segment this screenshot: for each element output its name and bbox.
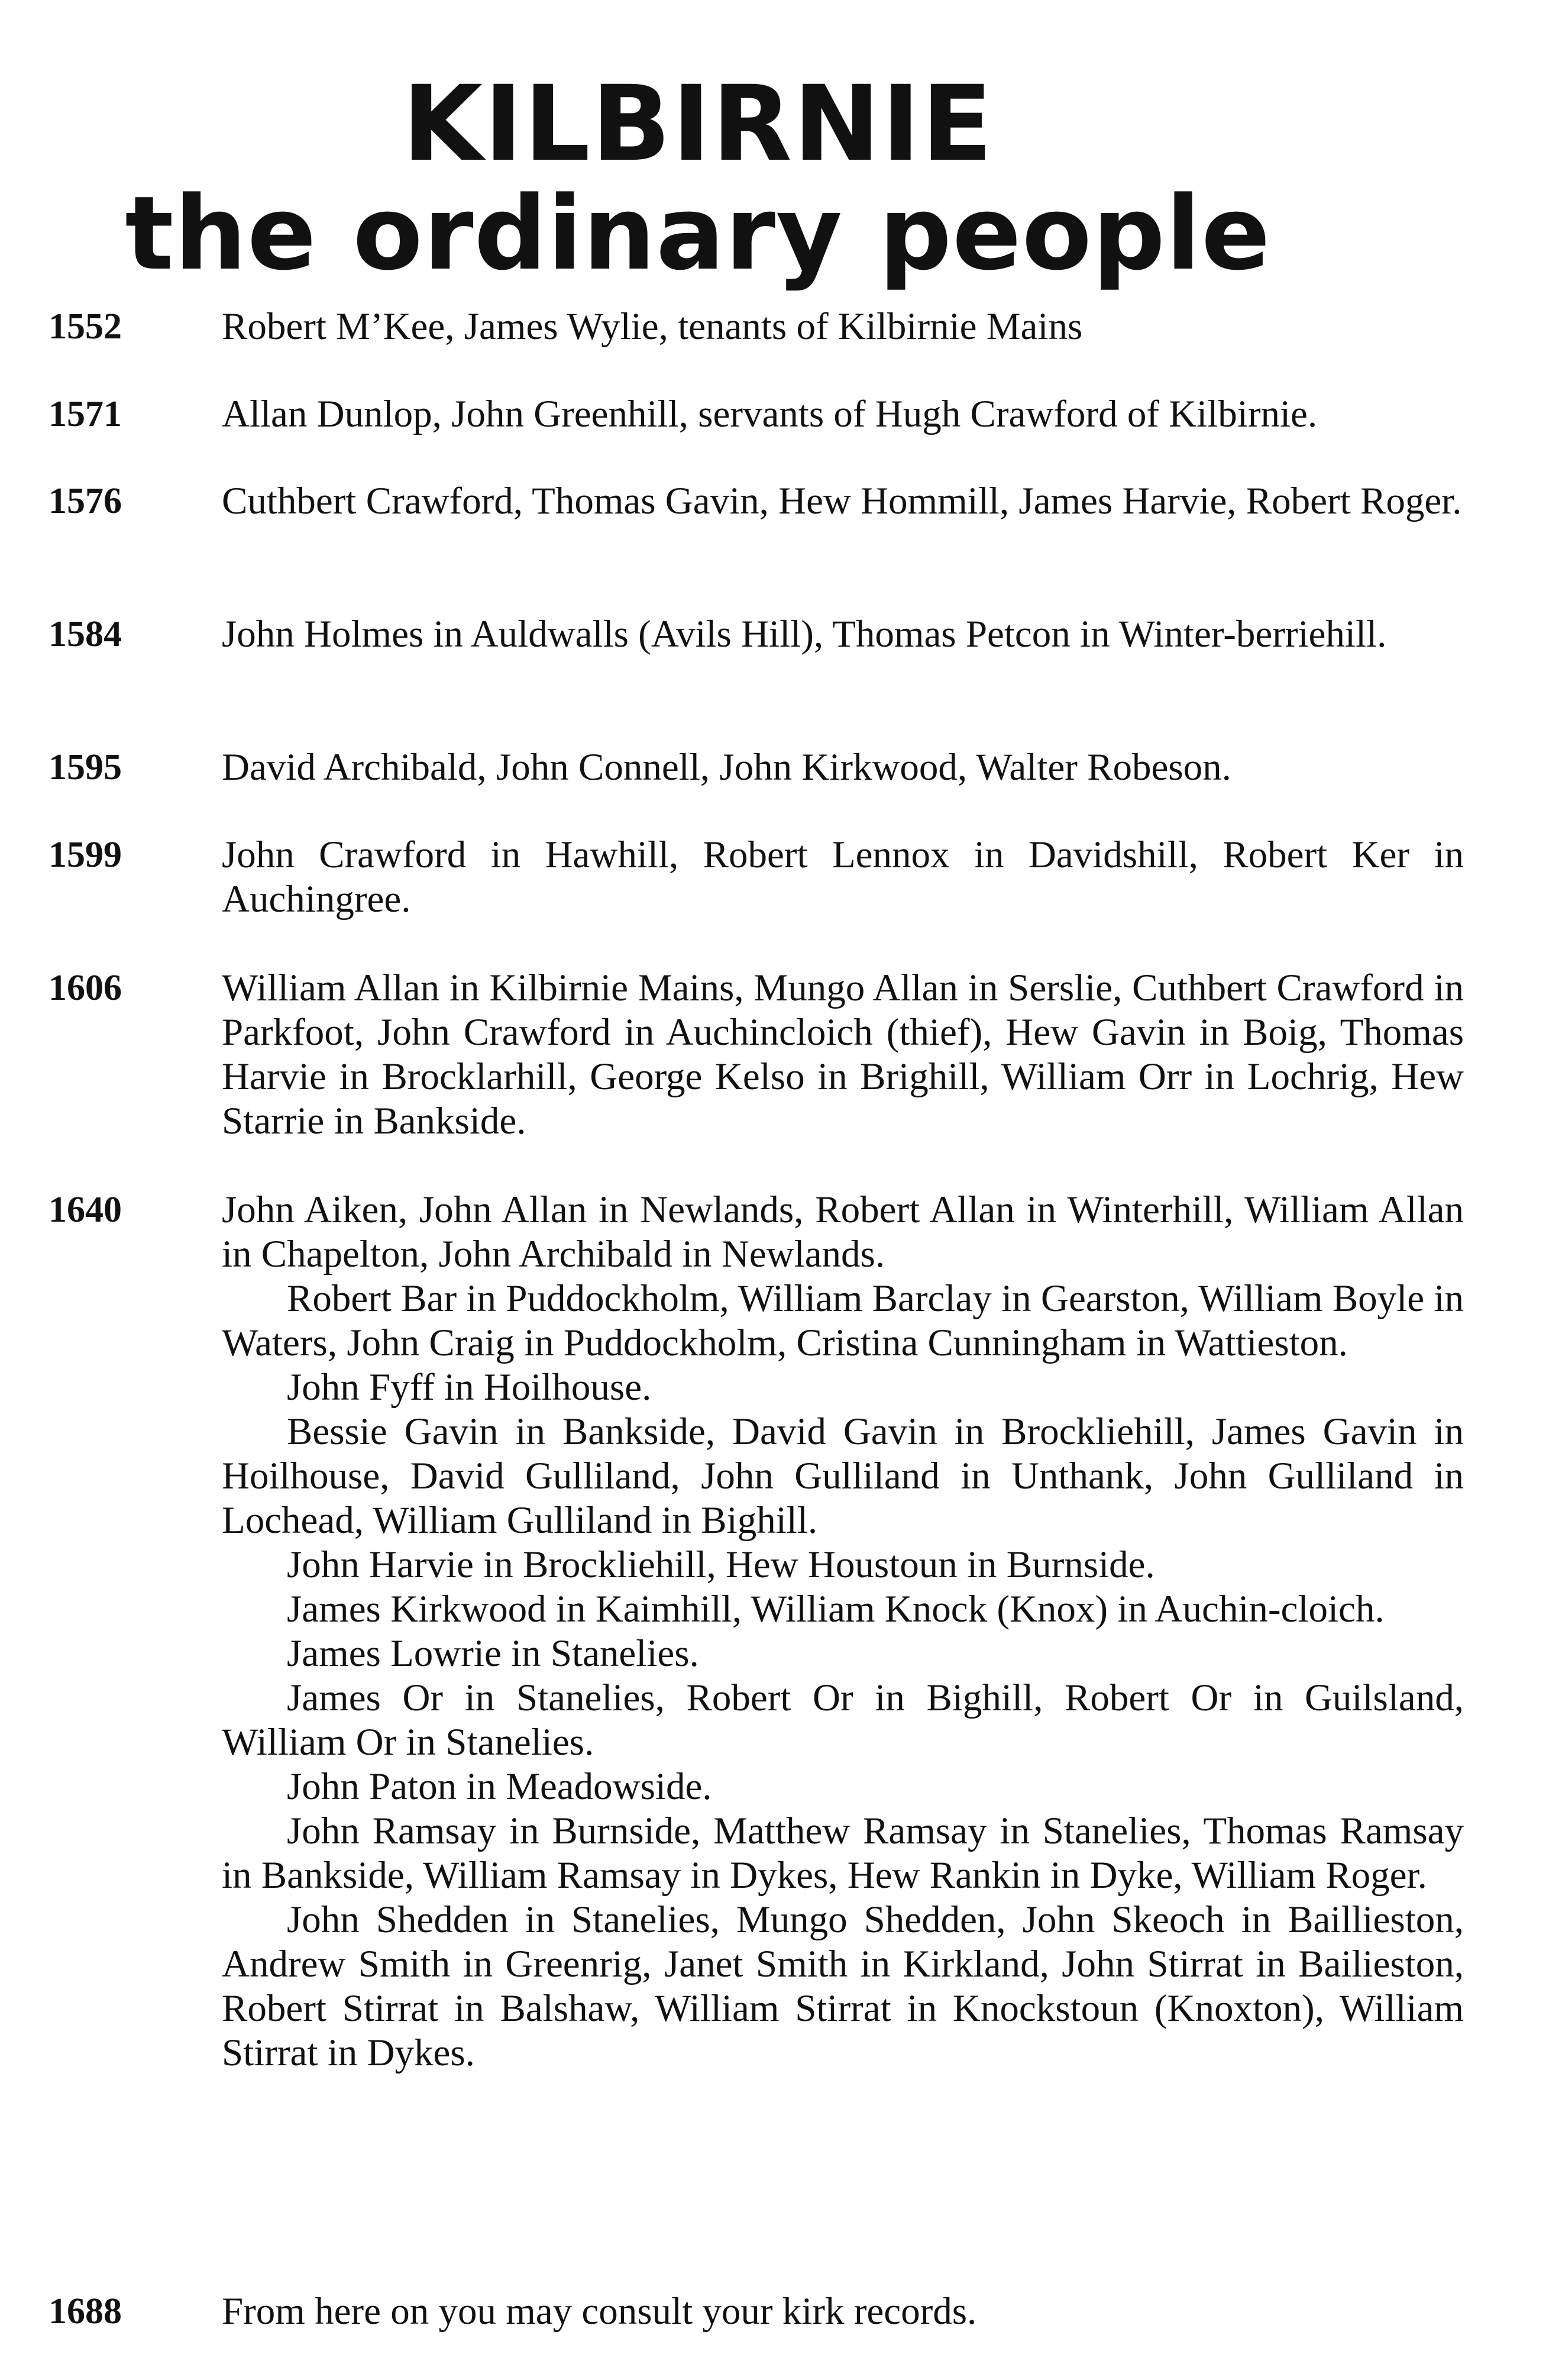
entry-paragraph: William Allan in Kilbirnie Mains, Mungo Allan in Serslie, Cuthbert Crawford in Parkfoot, John Crawford in Auchincloich (thief), Hew Gavin in Boig, Thomas Harvie in Brocklarhill, George Kelso in Brighill, William Orr in Lochrig, Hew Starrie in Bankside. bbox=[222, 967, 1464, 1142]
entry-paragraph: James Lowrie in Stanelies. bbox=[287, 1632, 699, 1675]
entry-year: 1571 bbox=[48, 394, 122, 434]
entry-year: 1576 bbox=[48, 481, 122, 521]
entry-year: 1552 bbox=[48, 306, 122, 347]
entry-paragraph: James Or in Stanelies, Robert Or in Bighill, Robert Or in Guilsland, William Or in Stanelies. bbox=[222, 1677, 1464, 1764]
entry-text bbox=[222, 1188, 1464, 2075]
entry-paragraph: Allan Dunlop, John Greenhill, servants of Hugh Crawford of Kilbirnie. bbox=[222, 393, 1318, 435]
entry-paragraph: John Aiken, John Allan in Newlands, Robert Allan in Winterhill, William Allan in Chapelton, John Archibald in Newlands. bbox=[222, 1189, 1464, 1275]
entry-paragraph: John Paton in Meadowside. bbox=[287, 1765, 712, 1808]
entry-paragraph: James Kirkwood in Kaimhill, William Knock (Knox) in Auchin-cloich. bbox=[287, 1588, 1385, 1630]
entry-year: 1688 bbox=[48, 2291, 122, 2331]
entry-text bbox=[222, 833, 1464, 922]
entry-text bbox=[222, 392, 1464, 437]
entry-paragraph: From here on you may consult your kirk records. bbox=[222, 2290, 977, 2333]
entry-paragraph: John Harvie in Brockliehill, Hew Houstoun in Burnside. bbox=[287, 1543, 1155, 1586]
entry-paragraph: John Ramsay in Burnside, Matthew Ramsay in Stanelies, Thomas Ramsay in Bankside, William Ramsay in Dykes, Hew Rankin in Dyke, William Roger. bbox=[222, 1810, 1464, 1897]
entry-year: 1640 bbox=[48, 1190, 122, 1230]
entry-text bbox=[222, 305, 1464, 349]
entry-paragraph: John Crawford in Hawhill, Robert Lennox in Davidshill, Robert Ker in Auchingree. bbox=[222, 834, 1464, 921]
entry-paragraph: John Shedden in Stanelies, Mungo Shedden, John Skeoch in Baillieston, Andrew Smith in Greenrig, Janet Smith in Kirkland, John Stirrat in Bailieston, Robert Stirrat in Balshaw, William Stirrat in Knockstoun (Knoxton), William Stirrat in Dykes. bbox=[222, 1898, 1464, 2074]
entry-paragraph: John Fyff in Hoilhouse. bbox=[287, 1366, 652, 1409]
entry-paragraph: Robert M’Kee, James Wylie, tenants of Kilbirnie Mains bbox=[222, 305, 1083, 348]
entry-paragraph: Robert Bar in Puddockholm, William Barclay in Gearston, William Boyle in Waters, John Craig in Puddockholm, Cristina Cunningham in Wattieston. bbox=[222, 1277, 1464, 1364]
entry-paragraph: Cuthbert Crawford, Thomas Gavin, Hew Hommill, James Harvie, Robert Roger. bbox=[222, 480, 1462, 522]
entry-text bbox=[222, 479, 1464, 524]
entry-text bbox=[222, 966, 1464, 1144]
entry-text bbox=[222, 745, 1464, 790]
entry-paragraph: Bessie Gavin in Bankside, David Gavin in Brockliehill, James Gavin in Hoilhouse, David Gulliland, John Gulliland in Unthank, John Gulliland in Lochead, William Gulliland in Bighill. bbox=[222, 1410, 1464, 1542]
title-subtitle: the ordinary people bbox=[125, 174, 1271, 293]
entry-paragraph: David Archibald, John Connell, John Kirkwood, Walter Robeson. bbox=[222, 746, 1231, 789]
entry-year: 1599 bbox=[48, 835, 122, 875]
entry-paragraph: John Holmes in Auldwalls (Avils Hill), Thomas Petcon in Winter-berriehill. bbox=[222, 613, 1387, 655]
entry-year: 1584 bbox=[48, 614, 122, 654]
entry-year: 1606 bbox=[48, 968, 122, 1008]
entry-text bbox=[222, 612, 1464, 657]
entry-text bbox=[222, 2289, 1464, 2334]
title-kilbirnie: KILBIRNIE bbox=[402, 63, 994, 185]
entry-year: 1595 bbox=[48, 747, 122, 787]
